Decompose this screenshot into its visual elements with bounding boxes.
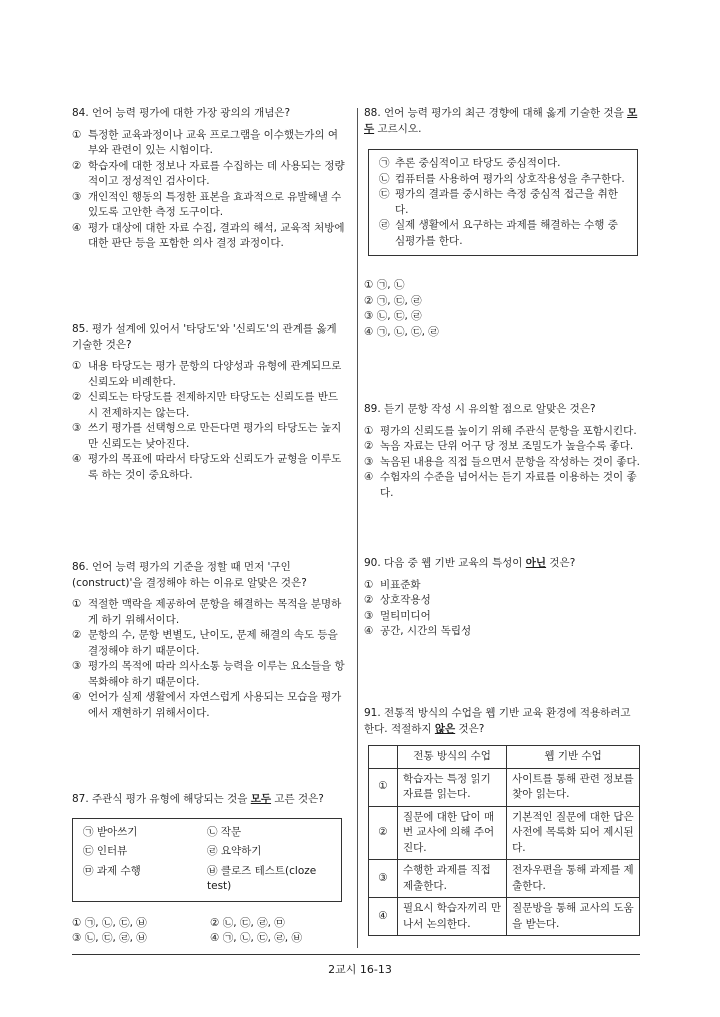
option: ③ 쓰기 평가를 선택형으로 만든다면 평가의 타당도는 높지만 신뢰도는 낮아진다. (72, 422, 342, 450)
answer-option: ② ㉡, ㉢, ㉣, ㉤ (210, 916, 285, 929)
question-88-choice-box (368, 149, 638, 256)
question-89 (364, 402, 644, 501)
answer-option: ① ㉠, ㉡, ㉢, ㉥ (72, 916, 147, 929)
question-87 (72, 792, 348, 947)
page-footer: 2교시 16-13 (328, 963, 392, 976)
choice-item: ㉠ 추론 중심적이고 타당도 중심적이다. (379, 157, 561, 169)
option: ② 녹음 자료는 단위 어구 당 정보 조밀도가 높을수록 좋다. (364, 440, 634, 452)
table-cell: 기본적인 질문에 대한 답은 사전에 목록화 되어 제시된다. (507, 806, 640, 860)
table-row (369, 806, 640, 860)
question-85-title: 85. 평가 설계에 있어서 '타당도'와 '신뢰도'의 관계를 옳게 기술한 것은? (72, 323, 337, 351)
option: ① 비표준화 (364, 578, 421, 591)
table-row (369, 768, 640, 806)
table-cell: 전자우편을 통해 과제를 제출한다. (507, 860, 640, 898)
answer-option: ② ㉠, ㉢, ㉣ (364, 294, 422, 307)
question-90 (364, 556, 644, 640)
choice-item: ㉤ 과제 수행 (83, 864, 141, 877)
option: ④ 공간, 시간의 독립성 (364, 625, 472, 637)
choice-item: ㉢ 평가의 결과를 중시하는 측정 중심적 접근을 취한다. (379, 188, 618, 216)
question-90-options (364, 578, 644, 640)
table-row (369, 860, 640, 898)
table-cell: 필요시 학습자끼리 만나서 논의한다. (398, 898, 507, 936)
question-90-title: 90. 다음 중 웹 기반 교육의 특성이 아닌 것은? (364, 557, 576, 569)
option: ③ 평가의 목적에 따라 의사소통 능력을 이루는 요소들을 항목화해야 하기 때문이다. (72, 660, 345, 688)
option: ③ 개인적인 행동의 특정한 표본을 효과적으로 유발해낼 수 있도록 고안한 측정 도구이다. (72, 190, 342, 218)
question-91 (364, 706, 644, 936)
right-column (364, 106, 644, 930)
footer-rule (72, 954, 640, 955)
table-row (369, 898, 640, 936)
table-cell: 질문에 대한 답이 매번 교사에 의해 주어진다. (398, 806, 507, 860)
table-cell-num: ④ (369, 898, 398, 936)
answer-option: ① ㉠, ㉡ (364, 279, 405, 291)
option: ③ 녹음된 내용을 직접 들으면서 문항을 작성하는 것이 좋다. (364, 455, 640, 468)
option: ② 학습자에 대한 정보나 자료를 수집하는 데 사용되는 정량적이고 정성적인 검사이다. (72, 159, 345, 187)
question-85-options (72, 359, 348, 483)
question-86 (72, 560, 348, 721)
question-87-choice-box (72, 818, 342, 902)
option: ② 신뢰도는 타당도를 전제하지만 타당도는 신뢰도를 반드시 전제하지는 않는다. (72, 391, 338, 419)
question-87-title: 87. 주관식 평가 유형에 해당되는 것을 모두 고른 것은? (72, 793, 324, 805)
option: ① 평가의 신뢰도를 높이기 위해 주관식 문항을 포함시킨다. (364, 424, 637, 437)
choice-item: ㉢ 인터뷰 (83, 845, 128, 857)
option: ④ 평가 대상에 대한 자료 수집, 결과의 해석, 교육적 처방에 대한 판단 등을 포함한 의사 결정 과정이다. (72, 221, 345, 249)
question-89-title: 89. 듣기 문항 작성 시 유의할 점으로 알맞은 것은? (364, 403, 596, 415)
question-91-title: 91. 전통적 방식의 수업을 웹 기반 교육 환경에 적용하려고 한다. 적절하지 않은 것은? (364, 707, 631, 735)
choice-item: ㉣ 실제 생활에서 요구하는 과제를 해결하는 수행 중심평가를 한다. (379, 219, 618, 247)
column-divider (357, 108, 358, 948)
table-cell: 질문방을 통해 교사의 도움을 받는다. (507, 898, 640, 936)
question-84-title: 84. 언어 능력 평가에 대한 가장 광의의 개념은? (72, 107, 291, 119)
question-87-answers (72, 916, 348, 947)
question-84 (72, 106, 348, 252)
answer-option: ③ ㉡, ㉢, ㉣ (364, 310, 422, 322)
table-header-empty (369, 746, 398, 769)
option: ④ 언어가 실제 생활에서 자연스럽게 사용되는 모습을 평가에서 재현하기 위해서이다. (72, 691, 342, 719)
option: ① 특정한 교육과정이나 교육 프로그램을 이수했는가의 여부와 관련이 있는 시험이다. (72, 128, 338, 156)
table-cell-num: ③ (369, 860, 398, 898)
table-cell: 학습자는 특정 읽기 자료를 읽는다. (398, 768, 507, 806)
answer-option: ④ ㉠, ㉡, ㉢, ㉣, ㉥ (210, 932, 302, 944)
option: ② 문항의 수, 문항 변별도, 난이도, 문제 해결의 속도 등을 결정해야 하기 때문이다. (72, 629, 338, 657)
table-header: 전통 방식의 수업 (398, 746, 507, 769)
option: ② 상호작용성 (364, 594, 431, 606)
choice-item: ㉥ 클로즈 테스트(cloze test) (207, 864, 317, 892)
option: ④ 평가의 목표에 따라서 타당도와 신뢰도가 균형을 이루도록 하는 것이 중요하다. (72, 453, 342, 481)
answer-option: ④ ㉠, ㉡, ㉢, ㉣ (364, 325, 439, 338)
question-84-options (72, 128, 348, 252)
option: ③ 멀티미디어 (364, 609, 431, 622)
table-cell: 사이트를 통해 관련 정보를 찾아 읽는다. (507, 768, 640, 806)
question-89-options (364, 424, 644, 502)
question-91-table (368, 745, 640, 936)
choice-item: ㉠ 받아쓰기 (83, 825, 138, 838)
left-column (72, 106, 348, 944)
table-cell-num: ② (369, 806, 398, 860)
option: ① 적절한 맥락을 제공하여 문항을 해결하는 목적을 분명하게 하기 위해서이다. (72, 598, 342, 626)
option: ④ 수험자의 수준을 넘어서는 듣기 자료를 이용하는 것이 좋다. (364, 471, 637, 499)
option: ① 내용 타당도는 평가 문항의 다양성과 유형에 관계되므로 신뢰도와 비례한다. (72, 360, 342, 388)
answer-option: ③ ㉡, ㉢, ㉣, ㉥ (72, 932, 147, 944)
question-85 (72, 322, 348, 483)
question-88-answers (364, 278, 644, 340)
question-86-title: 86. 언어 능력 평가의 기준을 정할 때 먼저 '구인(construct)'을 결정해야 하는 이유로 알맞은 것은? (72, 561, 307, 589)
question-88 (364, 106, 644, 340)
choice-item: ㉡ 작문 (207, 825, 242, 838)
choice-item: ㉣ 요약하기 (207, 845, 262, 857)
table-cell-num: ① (369, 768, 398, 806)
question-86-options (72, 597, 348, 721)
choice-item: ㉡ 컴퓨터를 사용하여 평가의 상호작용성을 추구한다. (379, 172, 625, 185)
table-header: 웹 기반 수업 (507, 746, 640, 769)
question-88-title: 88. 언어 능력 평가의 최근 경향에 대해 옳게 기술한 것을 모두 고르시오. (364, 107, 638, 135)
table-cell: 수행한 과제를 직접 제출한다. (398, 860, 507, 898)
table-header-row (369, 746, 640, 769)
